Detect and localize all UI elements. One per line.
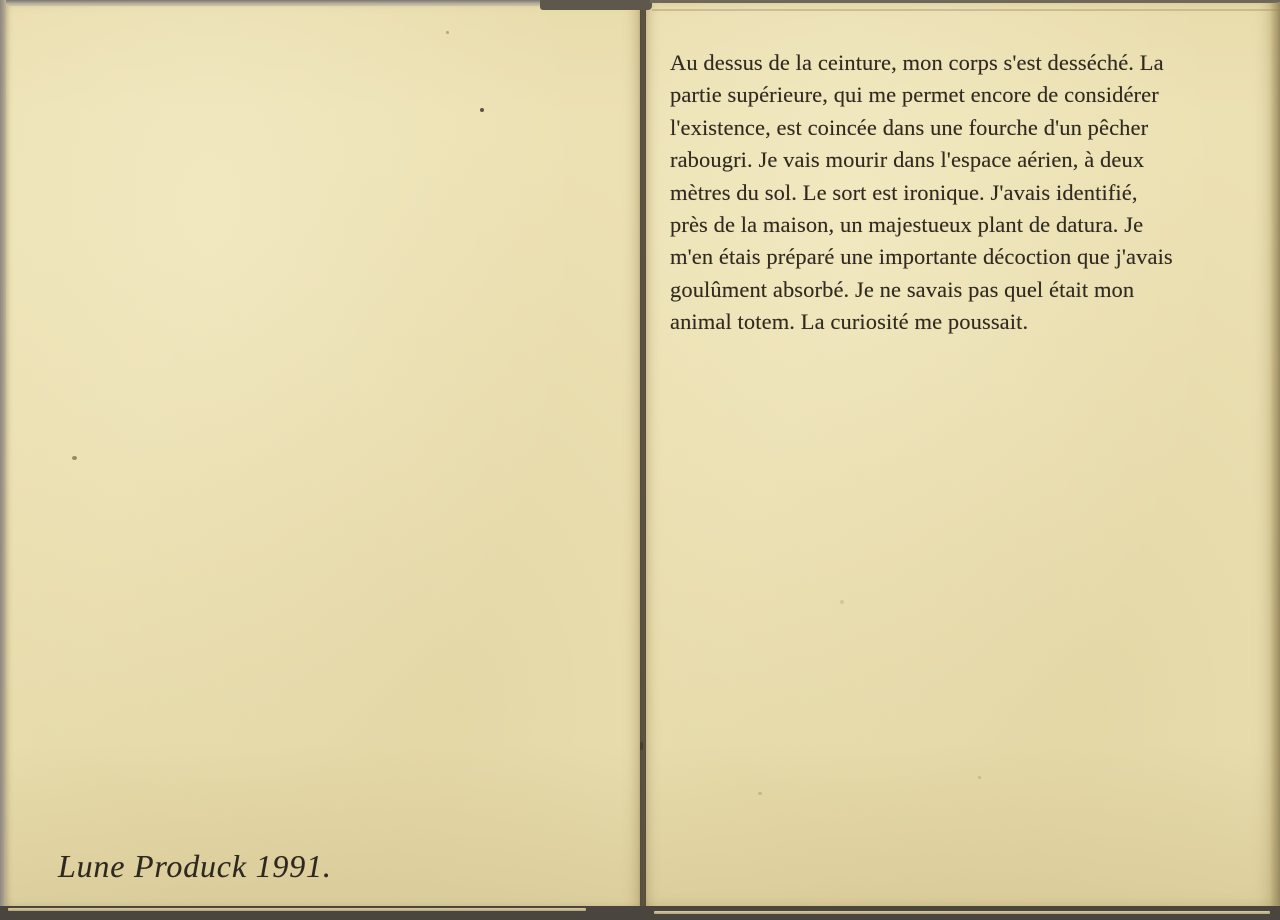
spine-nick-mark bbox=[640, 742, 643, 750]
dust-speck bbox=[446, 31, 449, 34]
text-line: m'en étais préparé une importante décoction que j'avais bbox=[670, 244, 1173, 270]
text-line: mètres du sol. Le sort est ironique. J'avais identifié, bbox=[670, 179, 1138, 205]
scan-edge-top-gutter bbox=[540, 0, 652, 10]
spine-crease bbox=[638, 2, 648, 906]
page-caption: Lune Produck 1991. bbox=[58, 848, 332, 884]
text-line: Au dessus de la ceinture, mon corps s'est desséché. La bbox=[670, 50, 1164, 75]
page-stack-edge-left bbox=[8, 908, 586, 911]
text-line: goulûment absorbé. Je ne savais pas quel était mon bbox=[670, 276, 1135, 302]
text-line: animal totem. La curiosité me poussait. bbox=[670, 309, 1029, 335]
text-line: l'existence, est coincée dans une fourche d'un pêcher bbox=[670, 114, 1149, 140]
dust-speck bbox=[840, 600, 844, 604]
dust-speck bbox=[72, 456, 77, 460]
text-line: partie supérieure, qui me permet encore de considérer bbox=[670, 82, 1159, 108]
dust-speck bbox=[758, 792, 762, 795]
dust-speck bbox=[978, 776, 981, 779]
page-stack-edge-right bbox=[654, 911, 1270, 914]
scan-edge-top-left bbox=[0, 0, 545, 6]
scan-edge-top-right bbox=[650, 0, 1280, 3]
text-line: près de la maison, un majestueux plant de datura. Je bbox=[670, 212, 1144, 238]
text-line: rabougri. Je vais mourir dans l'espace aérien, à deux bbox=[670, 147, 1145, 173]
scan-edge-left bbox=[0, 0, 6, 920]
dust-speck bbox=[480, 108, 484, 112]
page-behind-edge-line bbox=[652, 9, 1280, 11]
body-text-paragraph bbox=[670, 47, 1173, 339]
scan-edge-right bbox=[1270, 2, 1280, 906]
left-page bbox=[6, 5, 640, 906]
